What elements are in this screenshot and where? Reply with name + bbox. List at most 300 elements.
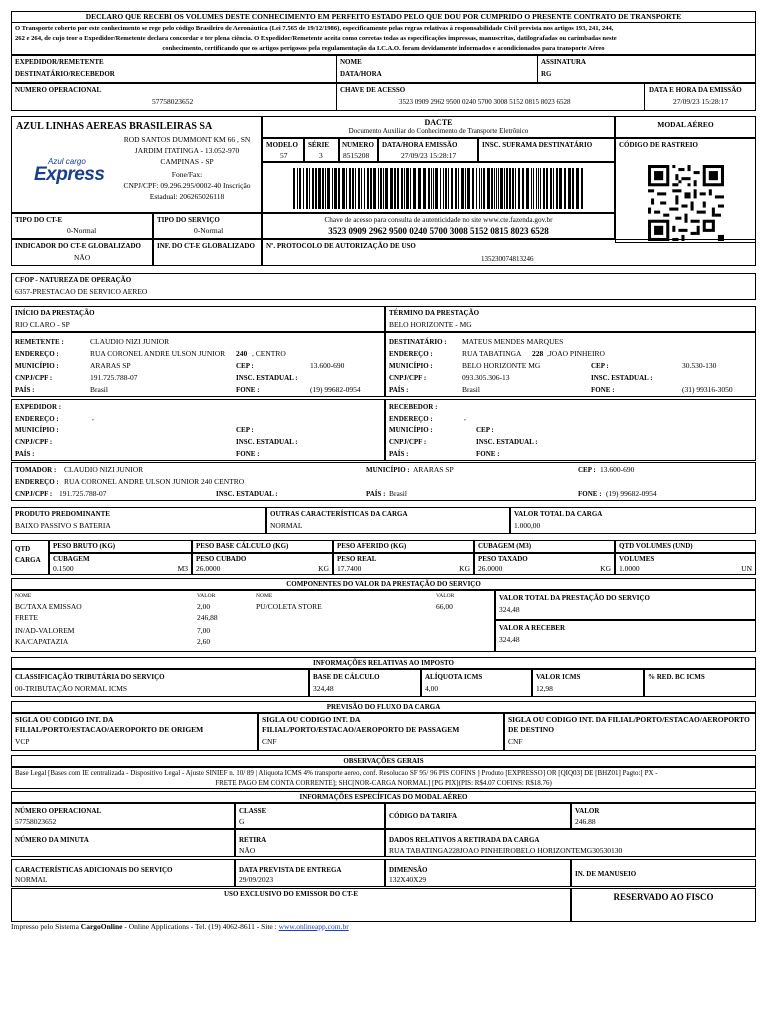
observacoes-title: OBSERVAÇÕES GERAIS xyxy=(343,757,424,765)
inicio-label: INÍCIO DA PRESTAÇÃO xyxy=(15,309,95,317)
tomador-pais-label: PAÍS : xyxy=(366,490,386,498)
barcode-bar xyxy=(390,168,393,209)
barcode-bar xyxy=(318,168,321,209)
barcode-bar xyxy=(451,168,453,209)
termino-box xyxy=(385,306,756,332)
tipo-servico-box xyxy=(153,213,262,239)
imposto-title: INFORMAÇÕES RELATIVAS AO IMPOSTO xyxy=(313,659,454,667)
remetente-fone: (19) 99682-0954 xyxy=(310,385,361,394)
data-entrega-box xyxy=(235,859,385,887)
valor-total-box xyxy=(495,590,756,620)
componente-nome: KA/CAPATAZIA xyxy=(15,637,69,646)
peso-cubado-label: PESO CUBADO xyxy=(196,555,247,563)
assinatura-label: ASSINATURA xyxy=(541,58,586,66)
barcode-bar xyxy=(394,168,396,209)
barcode-bar xyxy=(297,168,298,209)
dimensao-box xyxy=(385,859,571,887)
fluxo-title: PREVISÃO DO FLUXO DA CARGA xyxy=(326,703,441,711)
barcode-bar xyxy=(322,168,324,209)
barcode-bar xyxy=(406,168,409,209)
peso-taxado-label: PESO TAXADO xyxy=(478,555,528,563)
dimensao-label: DIMENSÃO xyxy=(389,866,428,874)
peso-taxado-value: 26.0000 xyxy=(478,564,503,573)
barcode-bar xyxy=(572,168,574,209)
barcode-bar xyxy=(383,168,384,209)
destinatario-pais: Brasil xyxy=(462,385,480,394)
chave-consulta-box xyxy=(262,213,615,239)
barcode-bar xyxy=(448,168,449,209)
barcode-bar xyxy=(445,168,447,209)
tomador-label: TOMADOR : xyxy=(15,466,57,474)
qtd-carga-box xyxy=(11,540,49,575)
barcode-bar xyxy=(556,168,558,209)
tomador-endereco-label: ENDEREÇO : xyxy=(15,478,59,486)
globalizado-box xyxy=(11,239,153,266)
remetente-municipio-label: MUNICÍPIO : xyxy=(15,362,59,370)
peso-aferido-label: PESO AFERIDO (KG) xyxy=(337,542,407,550)
protocolo-box xyxy=(262,239,756,266)
barcode-bar xyxy=(483,168,485,209)
issuer-fone: Fone/Fax: xyxy=(171,170,203,179)
expedidor-cnpj-label: CNPJ/CPF : xyxy=(15,438,53,446)
modal-numero-label: NÚMERO OPERACIONAL xyxy=(15,807,102,815)
componente-nome: IN/AD-VALOREM xyxy=(15,626,75,635)
barcode-bar xyxy=(538,168,539,209)
manuseio-label: IN. DE MANUSEIO xyxy=(575,870,637,878)
qr-code xyxy=(648,165,724,241)
remetente-label: REMETENTE : xyxy=(15,338,64,346)
peso-real-label: PESO REAL xyxy=(337,555,377,563)
remetente-municipio: ARARAS SP xyxy=(90,361,131,370)
peso-real-box xyxy=(333,553,474,575)
observacoes-box xyxy=(11,767,756,789)
issuer-address1: ROD SANTOS DUMMONT KM 66 , SN xyxy=(123,135,251,144)
componentes-title-box xyxy=(11,578,756,590)
assinatura-box xyxy=(537,55,756,83)
barcode-bar xyxy=(559,168,562,209)
modal-label: MODAL AÉREO xyxy=(657,120,714,129)
destinatario-endereco: RUA TABATINGA xyxy=(462,349,522,358)
emissao-value: 27/09/23 15:28:17 xyxy=(673,97,729,106)
aliquota-label: ALÍQUOTA ICMS xyxy=(425,673,483,681)
declaration-box xyxy=(11,11,756,55)
peso-bruto-label: PESO BRUTO (KG) xyxy=(53,542,116,550)
numero-operacional-value: 57758023652 xyxy=(152,97,194,106)
expedidor-label: EXPEDIDOR/REMETENTE xyxy=(15,58,104,66)
barcode-bar xyxy=(401,168,403,209)
classe-label: CLASSE xyxy=(239,807,267,815)
barcode-bar xyxy=(312,168,314,209)
modal-valor-label: VALOR xyxy=(575,807,600,815)
volumes-box xyxy=(615,553,756,575)
componente-nome: PU/COLETA STORE xyxy=(256,602,322,611)
destinatario-municipio-label: MUNICÍPIO : xyxy=(389,362,433,370)
barcode-bar xyxy=(293,168,295,209)
componentes-nome-header: NOME xyxy=(15,593,32,599)
dados-retirada-value: RUA TABATINGA228JOAO PINHEIROBELO HORIZONTEMG30530130 xyxy=(389,846,623,855)
peso-real-unit: KG xyxy=(459,564,470,573)
barcode-bar xyxy=(346,168,347,209)
remetente-box xyxy=(11,332,385,397)
uso-exclusivo-box xyxy=(11,888,571,922)
barcode-bar xyxy=(370,168,372,209)
emissao-dacte-label: DATA/HORA EMISSÃO xyxy=(382,141,458,149)
data-entrega-value: 29/09/2023 xyxy=(239,875,274,884)
tomador-pais: Brasil xyxy=(389,489,407,498)
barcode-bar xyxy=(413,168,416,209)
barcode-bar xyxy=(498,168,499,209)
barcode-bar xyxy=(327,168,330,209)
cubagem-value: 0.1500 xyxy=(53,564,74,573)
emissao-dacte-box xyxy=(378,138,478,162)
barcode-bar xyxy=(303,168,304,209)
origem-box xyxy=(11,713,258,751)
peso-real-value: 17.7400 xyxy=(337,564,362,573)
issuer-address2: JARDIM ITATINGA - 13.052-970 xyxy=(134,146,240,155)
aliquota-value: 4,00 xyxy=(425,684,439,693)
impresso-prefix: Impresso pelo Sistema xyxy=(11,922,79,931)
numero-label: NUMERO xyxy=(342,141,374,149)
barcode-bar xyxy=(546,168,548,209)
barcode-bar xyxy=(564,168,566,209)
classe-box xyxy=(235,803,385,829)
destinatario-cep-label: CEP : xyxy=(591,362,609,370)
barcode-bar xyxy=(428,168,430,209)
destinatario-fone: (31) 99316-3050 xyxy=(682,385,733,394)
remetente-nome: CLAUDIO NIZI JUNIOR xyxy=(90,337,170,346)
barcode-bar xyxy=(373,168,376,209)
passagem-value: CNF xyxy=(262,737,277,746)
expedidor-municipio-label: MUNICÍPIO : xyxy=(15,426,59,434)
serie-value: 3 xyxy=(319,151,323,160)
system-name: CargoOnline xyxy=(80,922,123,931)
barcode-bar xyxy=(352,168,354,209)
valor-receber-value: 324,48 xyxy=(499,635,520,644)
barcode-bar xyxy=(515,168,516,209)
produto-label: PRODUTO PREDOMINANTE xyxy=(15,510,110,518)
destinatario-label: DESTINATÁRIO : xyxy=(389,338,447,346)
declaration-title: DECLARO QUE RECEBI OS VOLUMES DESTE CONHECIMENTO EM PERFEITO ESTADO PELO QUE DOU POR CUMPRIDO O PRESENTE CONTRATO DE TRANSPORTE xyxy=(12,13,755,23)
base-calculo-box xyxy=(309,669,421,697)
modelo-box xyxy=(262,138,304,162)
barcode-bar xyxy=(433,168,434,209)
componente-valor: 7,00 xyxy=(197,626,211,635)
barcode-bar xyxy=(332,168,333,209)
peso-bruto-box xyxy=(49,540,192,553)
barcode-bar xyxy=(358,168,360,209)
serie-box xyxy=(304,138,339,162)
barcode-bar xyxy=(367,168,369,209)
rg-label: RG xyxy=(541,70,552,78)
valor-total-value: 324,48 xyxy=(499,605,520,614)
issuer-ie: Estadual: 206265026118 xyxy=(149,192,225,201)
barcode-bar xyxy=(458,168,459,209)
inicio-value: RIO CLARO - SP xyxy=(15,320,70,329)
barcode-bar xyxy=(522,168,524,209)
barcode-bar xyxy=(506,168,508,209)
dados-retirada-label: DADOS RELATIVOS A RETIRADA DA CARGA xyxy=(389,836,540,844)
nome-label: NOME xyxy=(340,58,362,66)
cfop-value: 6357-PRESTACAO DE SERVICO AEREO xyxy=(15,287,148,296)
barcode-bar xyxy=(385,168,388,209)
barcode-bar xyxy=(418,168,421,209)
manuseio-box xyxy=(571,859,756,887)
tomador-fone: (19) 99682-0954 xyxy=(606,489,657,498)
issuer-address3: CAMPINAS - SP xyxy=(160,157,214,166)
valor-carga-value: 1.000,00 xyxy=(514,521,541,530)
destinatario-municipio: BELO HORIZONTE MG xyxy=(462,361,541,370)
classe-value: G xyxy=(239,817,245,826)
notice-line: conhecimento, certificando que os artigos perigosos pela regulamentação da I.C.A.O. foram devidamente informados e acondicionados para transporte Aéreo xyxy=(162,45,605,52)
remetente-pais-label: PAÍS : xyxy=(15,386,35,394)
tomador-cep-label: CEP : xyxy=(578,466,596,474)
retira-label: RETIRA xyxy=(239,836,267,844)
outras-box xyxy=(266,507,510,534)
barcode-bar xyxy=(465,168,466,209)
barcode-bar xyxy=(568,168,571,209)
tomador-municipio: ARARAS SP xyxy=(413,465,454,474)
dados-retirada-box xyxy=(385,829,756,857)
componente-nome: BC/TAXA EMISSAO xyxy=(15,602,82,611)
peso-base-box xyxy=(192,540,333,553)
cubagem-m3-box xyxy=(474,540,615,553)
notice-line: 262 e 264, de cujo teor o Expedidor/Remetente declara concordar e ter plena ciência. O Expedidor/Remetente aceita como corretas todas as especificações impressas, manuscritas, datilografadas ou carimbadas neste xyxy=(15,35,617,42)
tomador-box xyxy=(11,462,756,501)
tomador-endereco: RUA CORONEL ANDRE ULSON JUNIOR 240 CENTRO xyxy=(64,477,245,486)
componente-valor: 66,00 xyxy=(436,602,453,611)
origem-label: FILIAL/PORTO/ESTACAO/AEROPORTO DE ORIGEM xyxy=(15,725,204,734)
barcode-bar xyxy=(576,168,579,209)
barcode-bar xyxy=(355,168,356,209)
expedidor-ie-label: INSC. ESTADUAL : xyxy=(236,438,298,446)
base-calculo-label: BASE DE CÁLCULO xyxy=(313,673,380,681)
emissao-box xyxy=(644,83,756,111)
site-link[interactable]: www.onlineapp.com.br xyxy=(278,922,349,931)
tomador-cnpj-label: CNPJ/CPF : xyxy=(15,490,53,498)
barcode-bar xyxy=(410,168,411,209)
barcode-bar xyxy=(334,168,337,209)
expedidor-fone-label: FONE : xyxy=(236,450,260,458)
passagem-label: SIGLA OU CODIGO INT. DA xyxy=(262,715,361,724)
modal-numero-box xyxy=(11,803,235,829)
destinatario-cnpj: 093.305.306-13 xyxy=(462,373,510,382)
serie-label: SÉRIE xyxy=(308,141,330,149)
barcode-bar xyxy=(455,168,457,209)
termino-value: BELO HORIZONTE - MG xyxy=(389,320,472,329)
barcode-bar xyxy=(423,168,426,209)
cubagem-box xyxy=(49,553,192,575)
destinatario-endereco-label: ENDEREÇO : xyxy=(389,350,433,358)
cubagem-label: CUBAGEM xyxy=(53,555,90,563)
tomador-cnpj: 191.725.788-07 xyxy=(59,489,107,498)
remetente-endereco-label: ENDEREÇO : xyxy=(15,350,59,358)
barcode-bar xyxy=(536,168,537,209)
destinatario-pais-label: PAÍS : xyxy=(389,386,409,394)
barcode-bar xyxy=(496,168,497,209)
barcode-bar xyxy=(550,168,552,209)
componentes-valor-header: VALOR xyxy=(197,593,216,599)
rastreio-label: CÓDIGO DE RASTREIO xyxy=(619,141,698,149)
recebedor-box xyxy=(385,399,756,461)
classificacao-box xyxy=(11,669,309,697)
barcode-bar xyxy=(531,168,532,209)
uso-exclusivo-label: USO EXCLUSIVO DO EMISSOR DO CT-E xyxy=(224,890,358,898)
barcode-bar xyxy=(380,168,382,209)
modal-numero-value: 57758023652 xyxy=(15,817,57,826)
dimensao-value: 132X40X29 xyxy=(389,875,427,884)
remetente-cep: 13.600-690 xyxy=(310,361,345,370)
globalizado-label: INDICADOR DO CT-E GLOBALIZADO xyxy=(15,242,141,250)
expedidor-endereco-label: ENDEREÇO : xyxy=(15,415,59,423)
barcode-bar xyxy=(533,168,534,209)
valor-icms-box xyxy=(532,669,644,697)
barcode-bar xyxy=(504,168,505,209)
barcode-bar xyxy=(481,168,482,209)
expedidor-endereco: , xyxy=(92,413,94,422)
barcode-bar xyxy=(299,168,301,209)
expedidor-pais-label: PAÍS : xyxy=(15,450,35,458)
expedidor-box xyxy=(11,399,385,461)
barcode-bar xyxy=(479,168,480,209)
cfop-box xyxy=(11,273,756,300)
notice-line: O Transporte coberto por este conhecimento se rege pelo código Brasileiro de Aeronáutica (Lei 7.565 de 19/12/1986), especificamente pelas regras relativas à responsabilidade Civil prevista nos artigos 193, 241, 244, xyxy=(15,25,614,32)
destino-label: SIGLA OU CODIGO INT. DA FILIAL/PORTO/ESTACAO/AEROPORTO xyxy=(508,715,750,724)
componentes-nome-header: NOME xyxy=(256,593,273,599)
destinatario-label: DESTINATÁRIO/RECEBEDOR xyxy=(15,70,115,78)
destinatario-ie-label: INSC. ESTADUAL : xyxy=(591,374,653,382)
carga-label: CARGA xyxy=(15,556,41,564)
modal-valor-value: 246.88 xyxy=(575,817,596,826)
cubagem-unit: M3 xyxy=(177,564,188,573)
componentes-list xyxy=(11,590,495,652)
remetente-bairro: , CENTRO xyxy=(252,349,286,358)
barcode-bar xyxy=(518,168,520,209)
remetente-endereco: RUA CORONEL ANDRE ULSON JUNIOR xyxy=(90,349,226,358)
tomador-ie-label: INSC. ESTADUAL : xyxy=(216,490,278,498)
retira-box xyxy=(235,829,385,857)
componente-valor: 2,60 xyxy=(197,637,211,646)
destinatario-cep: 30.530-130 xyxy=(682,361,717,370)
dacte-subtitle: Documento Auxiliar do Conhecimento de Transporte Eletrônico xyxy=(348,127,529,135)
barcode-bar xyxy=(467,168,470,209)
tipo-cte-value: 0-Normal xyxy=(67,226,97,235)
outras-label: OUTRAS CARACTERÍSTICAS DA CARGA xyxy=(270,510,408,518)
componente-valor: 2,00 xyxy=(197,602,211,611)
numero-minuta-label: NÚMERO DA MINUTA xyxy=(15,836,89,844)
barcode-bar xyxy=(543,168,545,209)
tipo-cte-box xyxy=(11,213,153,239)
logo-small-text: Azul cargo xyxy=(48,157,86,166)
peso-taxado-box xyxy=(474,553,615,575)
barcode-bar xyxy=(581,168,583,209)
barcode-bar xyxy=(553,168,554,209)
barcode-bar xyxy=(540,168,541,209)
destino-value: CNF xyxy=(508,737,523,746)
modal-title-box xyxy=(11,791,756,803)
barcode-bar xyxy=(491,168,493,209)
barcode-bar xyxy=(500,168,503,209)
tomador-cep: 13.600-690 xyxy=(600,465,635,474)
valor-receber-label: VALOR A RECEBER xyxy=(499,624,566,632)
barcode-box xyxy=(262,162,615,213)
remetente-cnpj: 191.725.788-07 xyxy=(90,373,138,382)
expedidor-destinatario-box xyxy=(11,55,337,83)
valor-carga-label: VALOR TOTAL DA CARGA xyxy=(514,510,603,518)
tomador-fone-label: FONE : xyxy=(578,490,602,498)
caracteristicas-label: CARACTERÍSTICAS ADICIONAIS DO SERVIÇO xyxy=(15,866,173,874)
remetente-pais: Brasil xyxy=(90,385,108,394)
barcode-bar xyxy=(338,168,340,209)
tomador-nome: CLAUDIO NIZI JUNIOR xyxy=(64,465,144,474)
inicio-box xyxy=(11,306,385,332)
emissao-label: DATA E HORA DA EMISSÃO xyxy=(649,86,742,94)
barcode-bar xyxy=(397,168,399,209)
tipo-servico-value: 0-Normal xyxy=(194,226,224,235)
destinatario-numero: 228 xyxy=(532,349,544,358)
remetente-ie-label: INSC. ESTADUAL : xyxy=(236,374,298,382)
numero-value: 8515208 xyxy=(343,151,370,160)
barcode-bar xyxy=(435,168,438,209)
modal-box xyxy=(615,116,756,138)
data-entrega-label: DATA PREVISTA DE ENTREGA xyxy=(239,866,342,874)
destino-label: DE DESTINO xyxy=(508,725,555,734)
barcode-bar xyxy=(309,168,310,209)
barcode-bar xyxy=(440,168,441,209)
dacte-title-box xyxy=(262,116,615,138)
recebedor-ie-label: INSC. ESTADUAL : xyxy=(476,438,538,446)
numero-box xyxy=(339,138,378,162)
destinatario-fone-label: FONE : xyxy=(591,386,615,394)
barcode-bar xyxy=(306,168,308,209)
issuer-box xyxy=(11,116,262,213)
barcode-bar xyxy=(404,168,405,209)
passagem-box xyxy=(258,713,504,751)
cfop-label: CFOP - NATUREZA DE OPERAÇÃO xyxy=(15,276,132,284)
barcode-bar xyxy=(487,168,490,209)
barcode-bar xyxy=(512,168,514,209)
recebedor-endereco: , xyxy=(464,413,466,422)
observacoes-line: FRETE PAGO EM CONTA CORRENTE]; SHC[NOR-CARGA NORMAL] [PG PIX](PIS: R$4.07 COFINS: R$18.76) xyxy=(215,779,552,787)
barcode-bar xyxy=(349,168,351,209)
expedidor-cep-label: CEP : xyxy=(236,426,254,434)
valor-total-label: VALOR TOTAL DA PRESTAÇÃO DO SERVIÇO xyxy=(499,594,651,602)
peso-base-label: PESO BASE CÁLCULO (KG) xyxy=(196,542,289,550)
inf-globalizado-box xyxy=(153,239,262,266)
barcode-bar xyxy=(342,168,345,209)
recebedor-municipio-label: MUNICÍPIO : xyxy=(389,426,433,434)
origem-value: VCP xyxy=(15,737,30,746)
aliquota-box xyxy=(421,669,532,697)
destinatario-cnpj-label: CNPJ/CPF : xyxy=(389,374,427,382)
passagem-label: FILIAL/PORTO/ESTACAO/AEROPORTO DE PASSAGEM xyxy=(262,725,460,734)
remetente-fone-label: FONE : xyxy=(236,386,260,394)
cubagem-m3-label: CUBAGEM (M3) xyxy=(478,542,532,550)
barcode-bar xyxy=(378,168,379,209)
chave-caption: Chave de acesso para consulta de autenticidade no site www.cte.fazenda.gov.br xyxy=(324,216,553,224)
barcode-bar xyxy=(361,168,362,209)
caracteristicas-box xyxy=(11,859,235,887)
barcode-bar xyxy=(472,168,474,209)
chave-bold: 3523 0909 2962 9500 0240 5700 3008 5152 0815 8023 6528 xyxy=(328,226,549,236)
barcode xyxy=(293,168,585,209)
barcode-bar xyxy=(364,168,365,209)
base-calculo-value: 324,48 xyxy=(313,684,334,693)
dacte-title: DACTE xyxy=(424,118,453,127)
reservado-label: RESERVADO AO FISCO xyxy=(613,892,714,902)
modal-valor-box xyxy=(571,803,756,829)
azul-cargo-express-logo xyxy=(34,157,124,183)
impresso-line xyxy=(11,923,349,932)
